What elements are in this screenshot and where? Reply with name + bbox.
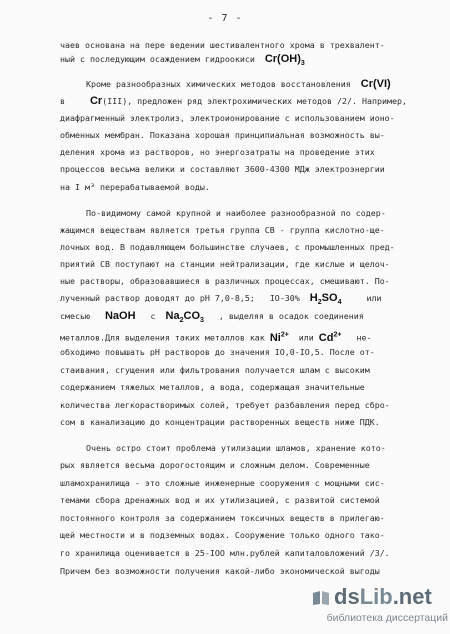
text-line: металлов.Для выделения таких металлов как $Ni^{2+}$ или $Cd^{2+}$ не-: [60, 331, 372, 344]
text-line: в Cr(III), предложен ряд электрохимических методов /2/. Например,: [60, 96, 407, 107]
text-line: Причем без возможности получения какой-либо экономической выгоды: [60, 566, 380, 576]
text-line: Очень остро стоит проблема утилизации шламов, хранение кото-: [86, 443, 386, 453]
book-icon: [312, 590, 330, 606]
text-line: рых является весьма дорогостоящим и сложным делом. Современные: [60, 460, 370, 470]
text-line: процессов весьма велики и составляют 3600-4300 МДж электроэнергии: [60, 164, 385, 174]
text-line: ные растворы, образовавшиеся в различных процессах, смешивают. По-: [60, 276, 390, 286]
text-line: содержанием тяжелых металлов, а вода, содержащая значительные: [60, 382, 365, 392]
formula-cr-vi: Cr(VI): [360, 79, 391, 90]
text-line: на I м³ перерабатываемой воды.: [60, 182, 210, 192]
text-line: обменных мембран. Показана хорошая принципиальная возможность вы-: [60, 130, 385, 140]
formula-cr-oh3: $Cr(OH)_3$: [264, 54, 305, 68]
watermark-logo: dsLib.net: [334, 584, 432, 609]
text-line: сом в канализацию до концентрации растворенных веществ ниже ПДК.: [60, 417, 380, 427]
text-line: деления хрома из растворов, но энергозатраты на проведение этих: [60, 147, 375, 157]
text-line: щей местности и в подземных водах. Сооружение только одного тако-: [60, 530, 385, 540]
formula-naoh: NaOH: [104, 311, 136, 322]
text-line: лочных вод. В подавляющем большинстве случаев, с промышленных пред-: [60, 242, 395, 252]
text-line: чаев основана на пере ведении шестивалентного хрома в трехвалент-: [60, 40, 385, 50]
text-line: темами сбора дренажных вод и их утилизацией, с развитой системой: [60, 495, 380, 505]
text-line: обходимо повышать pH растворов до значения IO,0-IO,5. После от-: [60, 347, 375, 357]
text-line: приятий СВ поступают на станции нейтрализации, где кислые и щелоч-: [60, 259, 390, 269]
formula-na2co3: $Na_2CO_3$: [165, 311, 204, 325]
formula-h2so4: $H_2SO_4$: [309, 293, 342, 307]
text-line: шламохранилища - это сложные инженерные сооружения с мощными сис-: [60, 478, 385, 488]
formula-cd: $Cd^{2+}$: [318, 331, 342, 344]
watermark: [302, 584, 448, 632]
watermark-subtitle: библиотека диссертаций: [326, 612, 448, 624]
formula-ni: $Ni^{2+}$: [269, 331, 289, 344]
text-line: жащимся веществам является третья группа СВ - группа кислотно-ще-: [60, 225, 385, 235]
text-line: смесью NaOH с $Na_2CO_3$ , выделяя в осадок соединения: [60, 311, 364, 325]
text-line: лученный раствор доводят до pH 7,0-8,5; IO-30% $H_2SO_4$ или: [60, 293, 382, 307]
text-line: Кроме разнообразных химических методов восстановления Cr(VI): [86, 79, 391, 90]
formula-cr-iii: Cr: [89, 96, 103, 107]
text-line: го хранилища оценивается в 25-IOO млн.рублей капиталовложений /3/.: [60, 548, 390, 558]
text-line: По-видимому самой крупной и наиболее разнообразной по содер-: [86, 208, 386, 218]
page-number: - 7 -: [207, 13, 243, 24]
text-line: ный с последующим осаждением гидроокиси $Cr(OH)_3$: [60, 54, 305, 68]
text-line: диафрагменный электролиз, электроионирование с использованием ионо-: [60, 113, 395, 123]
text-line: стаивания, сгущения или фильтрования получается шлам с высоким: [60, 365, 370, 375]
text-line: количества легкорастворимых солей, требует разбавления перед сбро-: [60, 400, 390, 410]
text-line: постоянного контроля за содержанием токсичных веществ в прилегаю-: [60, 513, 385, 523]
